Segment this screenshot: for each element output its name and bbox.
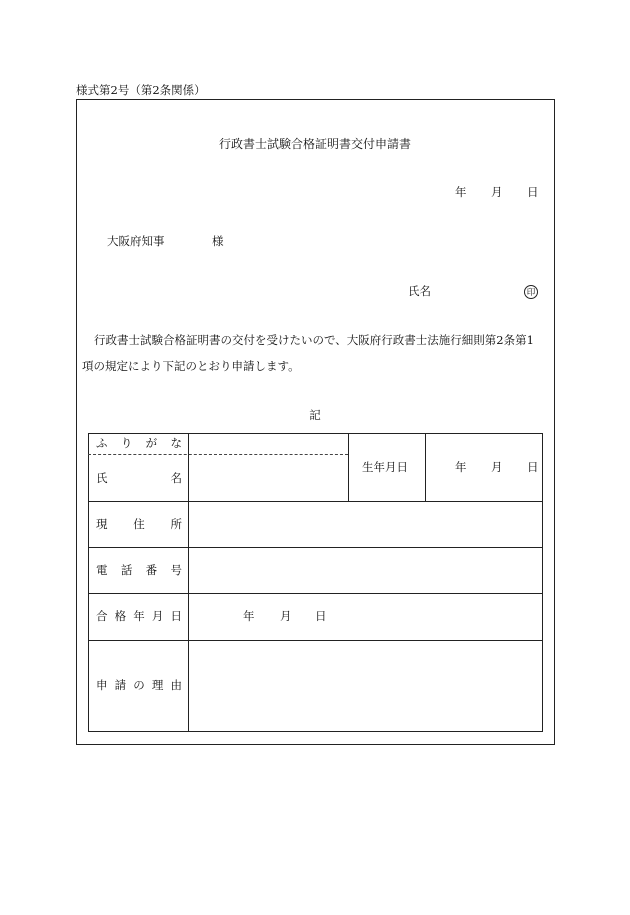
label-pass-date: 合 格 年 月 日 bbox=[96, 609, 182, 623]
application-date-month: 月 bbox=[491, 185, 503, 199]
seal-mark: 印 bbox=[524, 285, 538, 299]
pass-year: 年 bbox=[243, 609, 255, 623]
addressee-honorific: 様 bbox=[212, 234, 224, 248]
table-vline-birth-left bbox=[348, 433, 349, 501]
label-address: 現 住 所 bbox=[96, 517, 182, 531]
birth-month: 月 bbox=[491, 460, 503, 474]
label-furigana: ふ り が な bbox=[96, 436, 182, 450]
label-reason: 申 請 の 理 由 bbox=[96, 678, 182, 692]
record-heading: 記 bbox=[309, 408, 321, 422]
label-birthdate: 生年月日 bbox=[362, 460, 408, 474]
birth-day: 日 bbox=[527, 460, 539, 474]
pass-month: 月 bbox=[280, 609, 292, 623]
table-row-line-2 bbox=[88, 547, 543, 548]
furigana-separator bbox=[88, 454, 348, 455]
table-row-line-4 bbox=[88, 640, 543, 641]
form-number: 様式第2号（第2条関係） bbox=[76, 83, 206, 97]
table-vline-birth-right bbox=[425, 433, 426, 501]
application-date-year: 年 bbox=[455, 185, 467, 199]
table-vline-label bbox=[188, 433, 189, 732]
label-name: 氏 名 bbox=[96, 471, 182, 485]
label-phone: 電 話 番 号 bbox=[96, 563, 182, 577]
form-title: 行政書士試験合格証明書交付申請書 bbox=[218, 137, 411, 151]
body-line-2: 項の規定により下記のとおり申請します。 bbox=[82, 359, 300, 373]
addressee-name: 大阪府知事 bbox=[107, 234, 165, 248]
birth-year: 年 bbox=[455, 460, 467, 474]
table-row-line-1 bbox=[88, 501, 543, 502]
pass-day: 日 bbox=[315, 609, 327, 623]
table-row-line-3 bbox=[88, 593, 543, 594]
applicant-name-label: 氏名 bbox=[408, 284, 431, 298]
body-line-1: 行政書士試験合格証明書の交付を受けたいので、大阪府行政書士法施行細則第2条第1 bbox=[94, 333, 534, 347]
application-date-day: 日 bbox=[527, 185, 539, 199]
